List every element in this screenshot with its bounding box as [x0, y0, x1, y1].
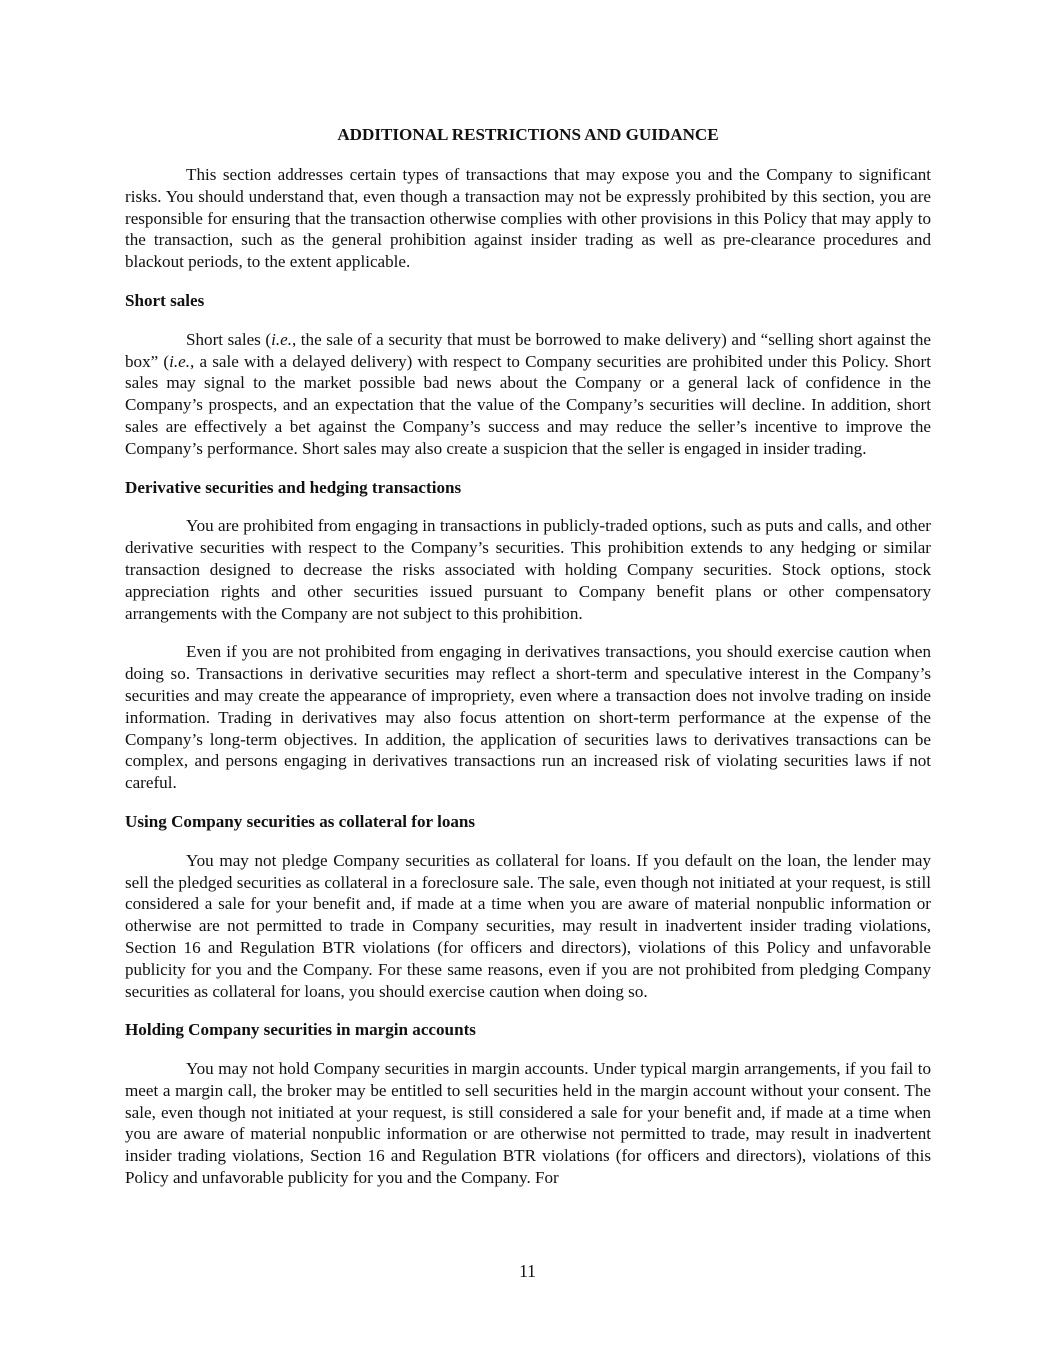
collateral-heading: Using Company securities as collateral for loans: [125, 811, 476, 831]
margin-paragraph: You may not hold Company securities in margin accounts. Under typical margin arrangements, if you fail to meet a margin call, the broker may be entitled to sell securities held in the margin account without your consent. The sale, even though not initiated at your request, is still considered a sale for your benefit and, if made at a time when you are aware of material nonpublic information or are otherwise not permitted to trade, may result in inadvertent insider trading violations, Section 16 and Regulation BTR violations (for officers and directors), violations of this Policy and unfavorable publicity for you and the Company. For: [125, 1059, 931, 1188]
short-sales-heading: Short sales: [125, 290, 205, 310]
derivatives-heading: Derivative securities and hedging transactions: [125, 477, 462, 497]
collateral-paragraph: You may not pledge Company securities as collateral for loans. If you default on the loan, the lender may sell the pledged securities as collateral in a foreclosure sale. The sale, even though not initiated at your request, is still considered a sale for your benefit and, if made at a time when you are aware of material nonpublic information or otherwise are not permitted to trade in Company securities, may result in inadvertent insider trading violations, Section 16 and Regulation BTR violations (for officers and directors), violations of this Policy and unfavorable publicity for you and the Company. For these same reasons, even if you are not prohibited from pledging Company securities as collateral for loans, you should exercise caution when doing so.: [125, 850, 931, 1001]
short-sales-paragraph: Short sales (i.e., the sale of a security that must be borrowed to make delivery) and “selling short against the box” (i.e., a sale with a delayed delivery) with respect to Company securities are prohibited under this Policy. Short sales may signal to the market possible bad news about the Company or a general lack of confidence in the Company’s prospects, and an expectation that the value of the Company’s securities will decline. In addition, short sales are effectively a bet against the Company’s success and may reduce the seller’s incentive to improve the Company’s performance. Short sales may also create a suspicion that the seller is engaged in insider trading.: [125, 329, 931, 458]
margin-heading: Holding Company securities in margin accounts: [125, 1020, 476, 1040]
derivatives-paragraph-1: You are prohibited from engaging in transactions in publicly-traded options, such as puts and calls, and other derivative securities with respect to the Company’s securities. This prohibition extends to any hedging or similar transaction designed to decrease the risks associated with holding Company securities. Stock options, stock appreciation rights and other securities issued pursuant to Company benefit plans or other compensatory arrangements with the Company are not subject to this prohibition.: [125, 516, 931, 623]
page-number: 11: [519, 1261, 536, 1281]
document-page: [125, 124, 931, 1206]
section-title: ADDITIONAL RESTRICTIONS AND GUIDANCE: [337, 125, 719, 144]
intro-paragraph: This section addresses certain types of transactions that may expose you and the Company to significant risks. You should understand that, even though a transaction may not be expressly prohibited by this section, you are responsible for ensuring that the transaction otherwise complies with other provisions in this Policy that may apply to the transaction, such as the general prohibition against insider trading as well as pre-clearance procedures and blackout periods, to the extent applicable.: [125, 165, 931, 272]
derivatives-paragraph-2: Even if you are not prohibited from engaging in derivatives transactions, you should exercise caution when doing so. Transactions in derivative securities may reflect a short-term and speculative interest in the Company’s securities and may create the appearance of impropriety, even where a transaction does not involve trading on inside information. Trading in derivatives may also focus attention on short-term performance at the expense of the Company’s long-term objectives. In addition, the application of securities laws to derivatives transactions can be complex, and persons engaging in derivatives transactions run an increased risk of violating securities laws if not careful.: [125, 642, 931, 793]
